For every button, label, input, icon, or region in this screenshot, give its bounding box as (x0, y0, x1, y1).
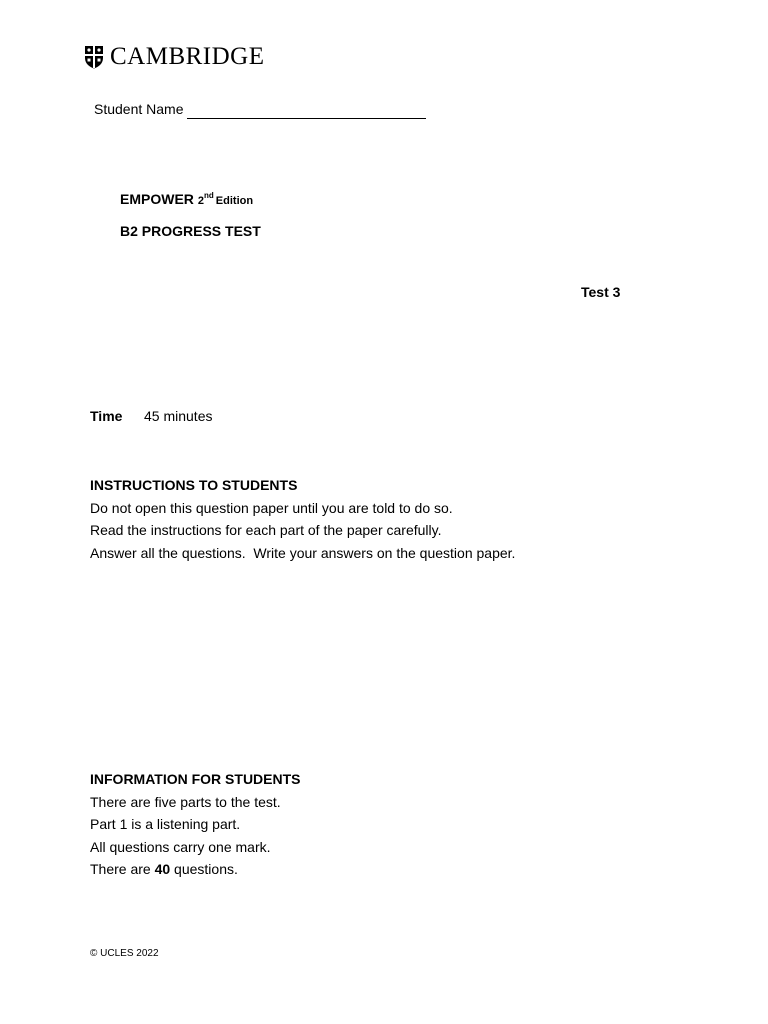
edition-number: 2 (197, 195, 205, 207)
student-name-label: Student Name (94, 101, 184, 117)
instruction-line: Do not open this question paper until you are told to do so. (90, 499, 453, 516)
question-count-line (90, 858, 301, 881)
course-title (120, 191, 253, 207)
level-title: B2 PROGRESS TEST (120, 223, 261, 239)
question-count-value: 40 (154, 861, 171, 877)
cambridge-logo (84, 44, 265, 70)
question-count-suffix: questions. (170, 861, 238, 877)
question-count-prefix: There are (90, 861, 155, 877)
cambridge-shield-icon (84, 45, 104, 69)
time-label: Time (90, 408, 123, 424)
edition-superscript: nd (204, 191, 214, 200)
logo-wordmark: CAMBRIDGE (110, 43, 265, 70)
information-section (90, 768, 301, 881)
test-number: Test 3 (581, 284, 621, 300)
information-line: All questions carry one mark. (90, 838, 271, 855)
instructions-heading: INSTRUCTIONS TO STUDENTS (90, 477, 298, 493)
copyright-notice: © UCLES 2022 (90, 948, 159, 959)
instruction-line: Read the instructions for each part of the paper carefully. (90, 522, 442, 538)
time-value: 45 minutes (144, 408, 213, 424)
information-heading: INFORMATION FOR STUDENTS (90, 771, 301, 787)
course-name: EMPOWER (120, 191, 194, 207)
edition-word: Edition (215, 195, 254, 207)
information-line: There are five parts to the test. (90, 793, 281, 810)
student-name-field[interactable] (187, 118, 426, 119)
instructions-section (90, 474, 515, 564)
information-line: Part 1 is a listening part. (90, 816, 241, 832)
instruction-line: Answer all the questions. Write your answers on the question paper. (90, 544, 516, 561)
